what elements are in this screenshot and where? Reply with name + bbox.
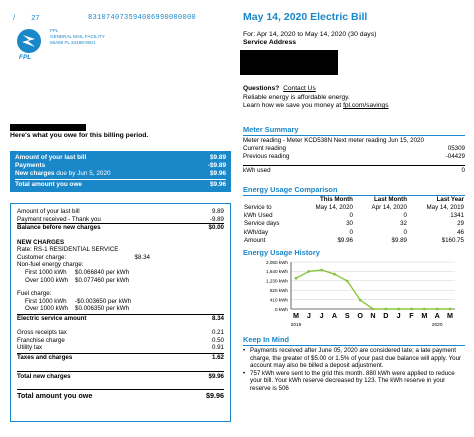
comparison-cell: Amount bbox=[244, 236, 266, 244]
nonfuel-row bbox=[17, 277, 224, 285]
notice-item bbox=[243, 370, 465, 393]
y-tick-label: 820 kWh bbox=[269, 288, 288, 293]
questions-block bbox=[243, 85, 389, 111]
questions-label: Questions? bbox=[243, 85, 280, 92]
tier-rate: $0.066840 per kWh bbox=[75, 268, 130, 276]
owe-heading: Here's what you owe for this billing period. bbox=[10, 132, 149, 139]
y-tick-label: 2,050 kWh bbox=[266, 259, 288, 265]
comparison-cell: 46 bbox=[457, 228, 464, 236]
customer-charge-value: $8.34 bbox=[134, 253, 150, 261]
tax-value: 0.50 bbox=[211, 336, 224, 344]
x-month-label: J bbox=[396, 311, 401, 320]
meter-row bbox=[243, 153, 465, 161]
comparison-cell: 0 bbox=[403, 228, 407, 236]
comparison-cell: $9.89 bbox=[391, 236, 407, 244]
x-month-label: J bbox=[319, 311, 324, 320]
balance-row bbox=[17, 224, 224, 232]
balance-value: $0.00 bbox=[208, 224, 224, 232]
comparison-cell: kWh Used bbox=[244, 212, 273, 220]
meter-row bbox=[243, 145, 465, 153]
tier-label: Over 1000 kWh bbox=[25, 276, 68, 284]
customer-charge-row bbox=[17, 254, 224, 262]
tax-row bbox=[17, 329, 224, 337]
summary-label: Amount of your last bill bbox=[15, 154, 87, 161]
comparison-row bbox=[243, 229, 465, 237]
electric-service-value: 8.34 bbox=[211, 314, 224, 322]
y-tick-label: 0 kWh bbox=[274, 306, 288, 312]
usage-point bbox=[333, 273, 336, 276]
facility-address bbox=[50, 28, 105, 46]
nonfuel-row bbox=[17, 269, 224, 277]
summary-value: $9.96 bbox=[210, 170, 226, 177]
fpl-logo-text: FPL bbox=[19, 54, 32, 61]
keep-in-mind bbox=[243, 335, 465, 392]
summary-value: $9.89 bbox=[210, 154, 226, 161]
summary-total bbox=[15, 181, 226, 189]
billing-period: For: Apr 14, 2020 to May 14, 2020 (30 days) bbox=[243, 31, 377, 38]
total-owe-label: Total amount you owe bbox=[17, 391, 93, 401]
tax-value: 0.91 bbox=[211, 344, 224, 352]
comparison-cell: May 14, 2020 bbox=[315, 204, 353, 212]
tier-label: Over 1000 kWh bbox=[25, 305, 68, 313]
meter-label: Previous reading bbox=[243, 152, 290, 160]
section-rule bbox=[243, 135, 465, 136]
tier-label: First 1000 kWh bbox=[25, 268, 67, 276]
detail-row bbox=[17, 208, 224, 216]
usage-point bbox=[449, 308, 452, 311]
detail-label: Payment received - Thank you bbox=[17, 215, 101, 223]
comparison-cell: $9.96 bbox=[337, 236, 353, 244]
fuel-row bbox=[17, 305, 224, 313]
savings-prefix: Learn how we save you money at bbox=[243, 102, 344, 110]
charges-detail-panel bbox=[10, 203, 231, 422]
meter-label: Current reading bbox=[243, 145, 286, 152]
comparison-cell: Apr 14, 2020 bbox=[371, 204, 407, 212]
y-tick-label: 1,230 kWh bbox=[266, 278, 288, 284]
comparison-header: Last Year bbox=[436, 196, 464, 204]
comparison-cell: May 14, 2019 bbox=[426, 204, 464, 212]
usage-history bbox=[243, 248, 465, 257]
usage-point bbox=[397, 308, 400, 311]
page-slash: / bbox=[13, 13, 16, 22]
usage-point bbox=[320, 269, 323, 272]
y-tick-label: 410 kWh bbox=[269, 297, 288, 303]
taxes-label: Taxes and charges bbox=[17, 354, 73, 361]
comparison-table bbox=[243, 196, 465, 244]
usage-series-line bbox=[296, 270, 450, 309]
meter-value: -04429 bbox=[445, 152, 465, 160]
detail-value: 9.89 bbox=[211, 208, 224, 215]
comparison-header-row bbox=[243, 196, 465, 204]
detail-label: Amount of your last bill bbox=[17, 208, 80, 215]
barcode-number: 831074073594006990000000 bbox=[88, 14, 197, 22]
comparison-cell: Service days bbox=[244, 220, 280, 228]
comparison-cell: 1341 bbox=[450, 212, 464, 220]
comparison-cell: 32 bbox=[400, 220, 407, 228]
notice-item bbox=[243, 347, 465, 370]
rate-line: Rate: RS-1 RESIDENTIAL SERVICE bbox=[17, 246, 119, 254]
x-year-label: 2019 bbox=[290, 323, 302, 328]
total-new-value: $9.96 bbox=[208, 372, 224, 380]
fuel-row bbox=[17, 298, 224, 306]
x-month-label: J bbox=[306, 311, 311, 320]
comparison-row bbox=[243, 212, 465, 220]
kwh-used-row bbox=[243, 165, 465, 175]
tier-rate: $0.006350 per kWh bbox=[75, 305, 130, 313]
comparison-cell: 0 bbox=[349, 228, 353, 236]
x-month-label: N bbox=[370, 311, 376, 320]
tax-row bbox=[17, 344, 224, 352]
detail-row bbox=[17, 216, 224, 225]
total-new-label: Total new charges bbox=[17, 372, 71, 380]
total-owe-value: $9.96 bbox=[206, 391, 224, 401]
redacted-name bbox=[10, 124, 86, 131]
comparison-row bbox=[243, 220, 465, 228]
questions-line-1 bbox=[243, 85, 389, 94]
x-month-label: O bbox=[357, 311, 363, 320]
notice-text: 757 kWh were sent to the grid this month. 880 kWh were applied to reduce your bill. Your kWh reserve decreased by 123. The kWh reserve in your reserve is 506 bbox=[250, 369, 455, 392]
total-label: Total amount you owe bbox=[15, 181, 82, 188]
bill-title: May 14, 2020 Electric Bill bbox=[243, 11, 368, 23]
bullet-icon: • bbox=[243, 369, 246, 377]
fuel-label: Fuel charge: bbox=[17, 290, 52, 298]
questions-line-3 bbox=[243, 102, 389, 111]
meter-summary bbox=[243, 125, 465, 174]
section-rule bbox=[243, 345, 465, 346]
meter-reading-line: Meter reading - Meter KCD538N Next meter reading Jun 15, 2020 bbox=[243, 137, 424, 145]
summary-box bbox=[10, 151, 231, 192]
usage-history-chart bbox=[243, 259, 465, 331]
comparison-cell: Service to bbox=[244, 204, 272, 212]
tier-rate: $0.077460 per kWh bbox=[75, 276, 130, 284]
electric-service-label: Electric service amount bbox=[17, 314, 87, 322]
tax-label: Utility tax bbox=[17, 344, 43, 352]
usage-point bbox=[346, 280, 349, 283]
balance-label: Balance before new charges bbox=[17, 224, 101, 232]
usage-point bbox=[384, 308, 387, 311]
tax-value: 0.21 bbox=[211, 329, 224, 337]
comparison-title: Energy Usage Comparison bbox=[243, 185, 338, 194]
service-address-label: Service Address bbox=[243, 39, 297, 46]
x-month-label: A bbox=[331, 311, 338, 320]
taxes-value: 1.62 bbox=[211, 354, 224, 361]
comparison-cell: 30 bbox=[346, 220, 353, 228]
usage-point bbox=[359, 299, 362, 302]
taxes-total-row bbox=[17, 353, 224, 362]
meter-value: 05309 bbox=[447, 145, 465, 152]
usage-point bbox=[307, 270, 310, 273]
comparison-row bbox=[243, 237, 465, 245]
total-new-charges-row bbox=[17, 371, 224, 381]
comparison-header: This Month bbox=[319, 196, 353, 204]
x-month-label: M bbox=[421, 311, 428, 320]
comparison-cell: $160.75 bbox=[441, 236, 464, 244]
summary-label: Payments bbox=[15, 162, 46, 169]
kwh-label: kWh used bbox=[243, 166, 271, 174]
page-marker bbox=[13, 13, 40, 22]
redacted-service-address bbox=[240, 50, 338, 75]
comparison-header: Last Month bbox=[373, 196, 407, 204]
new-charges-label: New charges bbox=[15, 170, 55, 177]
new-charges-title: NEW CHARGES bbox=[17, 238, 65, 246]
comparison-row bbox=[243, 204, 465, 212]
facility-line-3: MIAMI FL 33188-0001 bbox=[50, 39, 96, 45]
meter-summary-title: Meter Summary bbox=[243, 125, 299, 134]
savings-link[interactable]: fpl.com/savings bbox=[343, 102, 389, 110]
notice-text: Payments received after June 05, 2020 are considered late; a late payment charge, the greater of $5.00 or 1.5% of your past due balance will apply. Your account may also be billed a deposit adjustment. bbox=[250, 347, 462, 370]
summary-label bbox=[15, 170, 111, 178]
tax-label: Gross receipts tax bbox=[17, 329, 67, 337]
x-month-label: D bbox=[383, 311, 389, 320]
questions-line-2: Reliable energy is affordable energy. bbox=[243, 93, 350, 101]
facility-line-2: GENERAL MAIL FACILITY bbox=[50, 33, 105, 39]
page-number: 27 bbox=[31, 13, 40, 22]
x-month-label: M bbox=[447, 311, 453, 320]
usage-point bbox=[410, 308, 413, 311]
summary-value: -$9.89 bbox=[207, 162, 226, 169]
x-month-label: F bbox=[409, 311, 414, 320]
y-tick-label: 1,640 kWh bbox=[266, 269, 288, 275]
nonfuel-label: Non-fuel energy charge: bbox=[17, 261, 84, 269]
kwh-value: 0 bbox=[461, 166, 465, 174]
facility-line-1: FPL bbox=[50, 28, 59, 33]
summary-row-payments bbox=[15, 162, 226, 170]
usage-point bbox=[372, 308, 375, 311]
detail-value: -9.89 bbox=[209, 215, 224, 223]
x-year-label: 2020 bbox=[431, 323, 443, 328]
bullet-icon: • bbox=[243, 347, 246, 355]
electric-service-row bbox=[17, 314, 224, 323]
customer-charge-label: Customer charge: bbox=[17, 253, 67, 261]
comparison-header bbox=[243, 196, 297, 204]
total-owe-row bbox=[17, 389, 224, 401]
summary-row-new-charges bbox=[15, 170, 226, 180]
comparison-cell: 29 bbox=[457, 220, 464, 228]
usage-point bbox=[436, 308, 439, 311]
usage-point bbox=[295, 277, 298, 280]
due-date: due by Jun 5, 2020 bbox=[54, 170, 111, 177]
comparison-cell: kWh/day bbox=[244, 228, 269, 236]
comparison-cell: 0 bbox=[403, 212, 407, 220]
fpl-logo bbox=[14, 28, 44, 62]
x-month-label: A bbox=[434, 311, 440, 320]
x-month-label: M bbox=[293, 311, 299, 320]
total-value: $9.96 bbox=[210, 181, 226, 188]
usage-point bbox=[423, 308, 426, 311]
tier-rate: -$0.003650 per kWh bbox=[75, 297, 132, 305]
usage-comparison bbox=[243, 185, 465, 245]
tax-row bbox=[17, 337, 224, 345]
comparison-cell: 0 bbox=[349, 212, 353, 220]
tier-label: First 1000 kWh bbox=[25, 297, 67, 305]
x-month-label: S bbox=[344, 311, 350, 320]
history-title: Energy Usage History bbox=[243, 248, 320, 257]
contact-us-link[interactable]: Contact Us bbox=[283, 85, 316, 92]
summary-row-last-bill bbox=[15, 154, 226, 162]
tax-label: Franchise charge bbox=[17, 336, 65, 344]
keep-in-mind-title: Keep In Mind bbox=[243, 335, 289, 344]
